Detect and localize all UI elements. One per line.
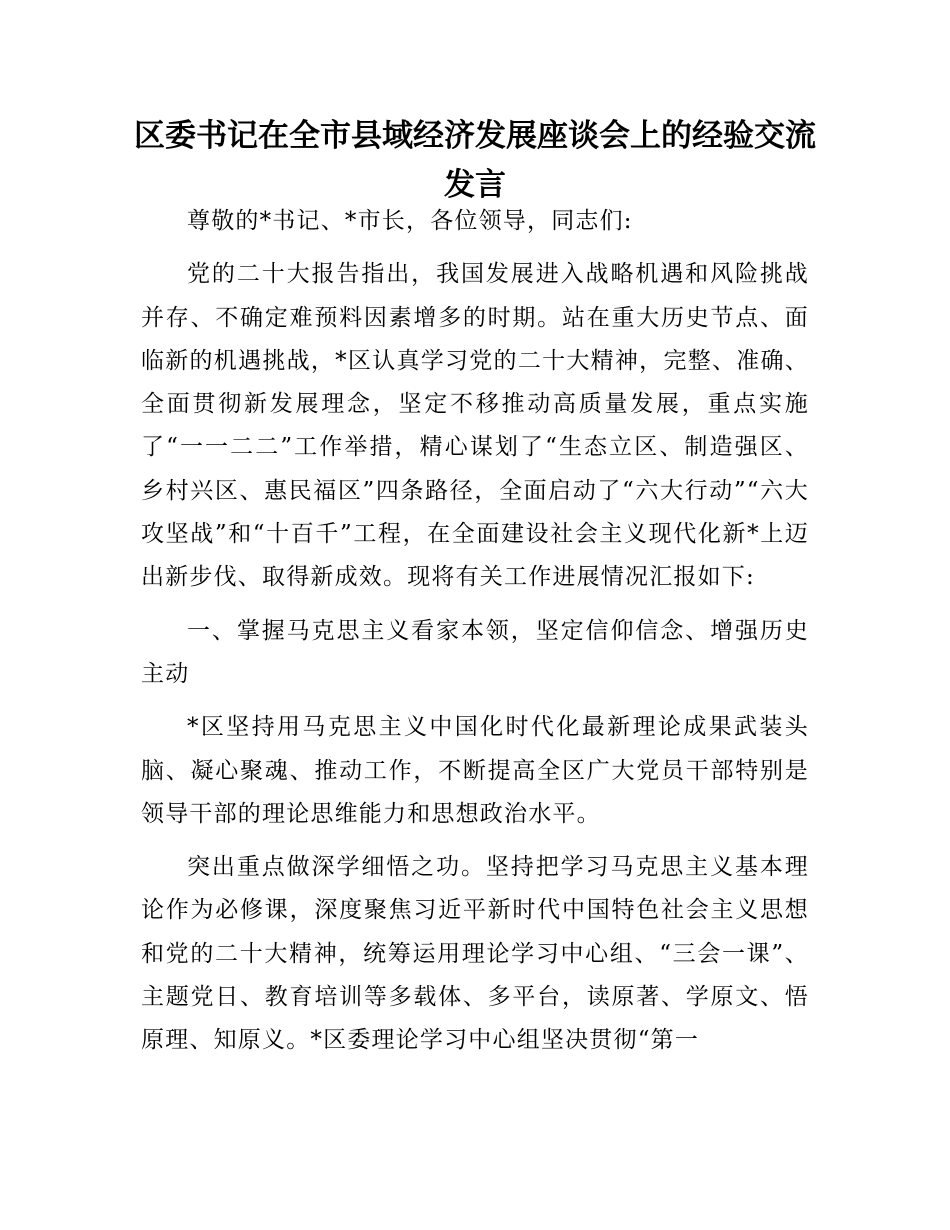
section-one-paragraph: *区坚持用马克思主义中国化时代化最新理论成果武装头脑、凝心聚魂、推动工作，不断提高全区广大党员干部特别是领导干部的理论思维能力和思想政治水平。 bbox=[141, 714, 809, 827]
intro-paragraph: 党的二十大报告指出，我国发展进入战略机遇和风险挑战并存、不确定难预料因素增多的时期。站在重大历史节点、面临新的机遇挑战，*区认真学习党的二十大精神，完整、准确、全面贯彻新发展理念，坚定不移推动高质量发展，重点实施了“一一二二”工作举措，精心谋划了“生态立区、制造强区、乡村兴区、惠民福区”四条路径，全面启动了“六大行动”“六大攻坚战”和“十百千”工程，在全面建设社会主义现代化新*上迈出新步伐、取得新成效。现将有关工作进展情况汇报如下: bbox=[141, 261, 809, 591]
study-paragraph: 突出重点做深学细悟之功。坚持把学习马克思主义基本理论作为必修课，深度聚焦习近平新时代中国特色社会主义思想和党的二十大精神，统筹运用理论学习中心组、“三会一课”、主题党日、教育培训等多载体、多平台，读原著、学原文、悟原理、知原义。*区委理论学习中心组坚决贯彻“第一 bbox=[141, 854, 809, 1054]
document-title: 区委书记在全市县域经济发展座谈会上的经验交流发言 bbox=[134, 118, 816, 203]
section-heading-one: 一、掌握马克思主义看家本领，坚定信仰信念、增强历史主动 bbox=[141, 617, 809, 687]
document-body bbox=[141, 200, 809, 1073]
greeting-paragraph: 尊敬的*书记、*市长，各位领导，同志们: bbox=[187, 208, 633, 234]
